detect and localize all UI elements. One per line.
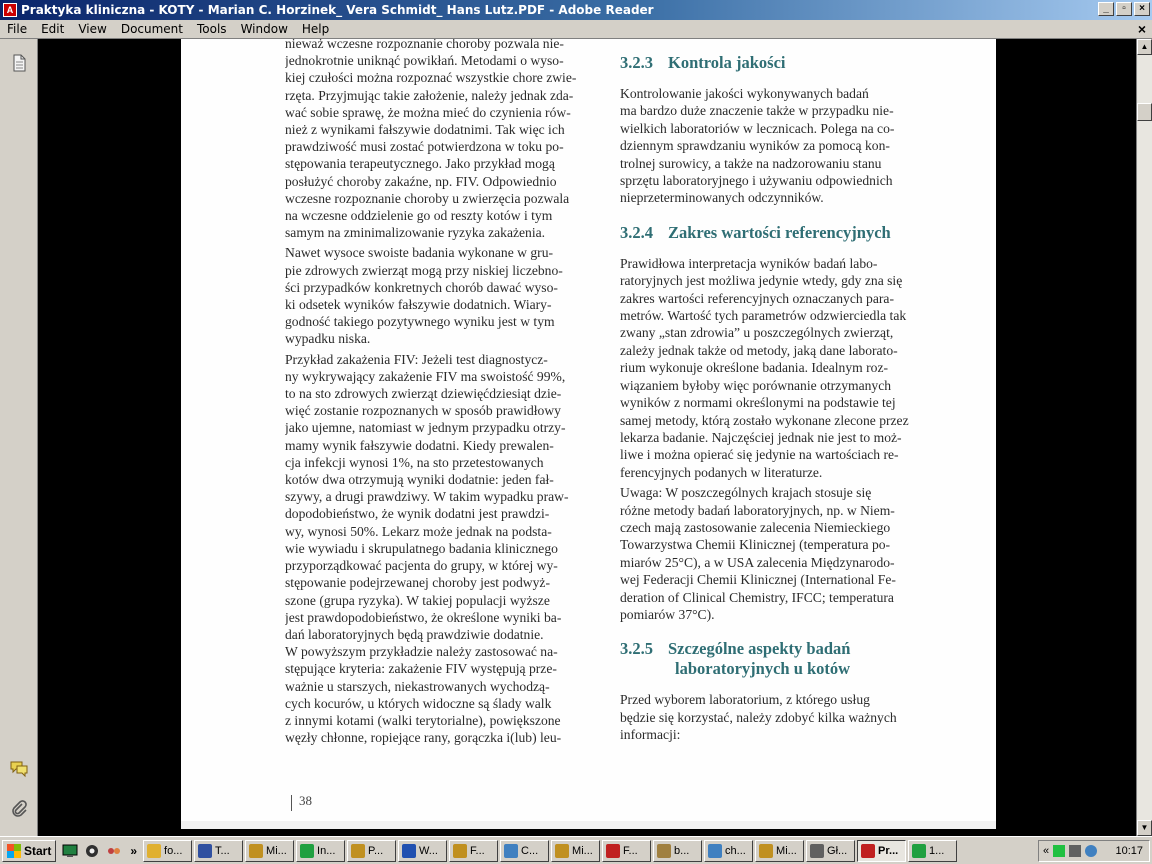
taskbar-button-label: W... [419, 844, 438, 857]
text-line: Prawidłowa interpretacja wyników badań labo- [620, 255, 878, 271]
tray-grid-icon[interactable] [1069, 845, 1081, 857]
desktop-icon[interactable] [62, 843, 78, 859]
taskbar-button[interactable] [551, 840, 600, 862]
text-line: ważnie u starszych, niekastrowanych wychodzą- [285, 678, 550, 694]
media-player-icon[interactable] [84, 843, 100, 859]
text-line: wiązaniem byłoby więc porównanie otrzymanych [620, 377, 892, 393]
text-line: ma bardzo duże znaczenie także w przypadku nie- [620, 103, 894, 119]
taskbar-button-label: b... [674, 844, 690, 857]
window-controls [1098, 2, 1150, 16]
taskbar-button-label: Gł... [827, 844, 848, 857]
text-line: więć zostanie rozpoznanych w sposób prawidłowy [285, 403, 561, 419]
title-bar [0, 0, 1152, 20]
app-icon [657, 844, 671, 858]
app-icon [504, 844, 518, 858]
taskbar-button[interactable] [296, 840, 345, 862]
menu-edit[interactable]: Edit [41, 22, 65, 36]
tray-green-icon[interactable] [1053, 845, 1065, 857]
page-number: 38 [299, 793, 312, 808]
text-line: miarów 25°C), a w USA zalecenia Międzynarodo- [620, 554, 895, 570]
taskbar-button[interactable] [449, 840, 498, 862]
start-button[interactable] [2, 840, 56, 862]
text-line: wyników z normami określonymi na podstawie tej [620, 395, 896, 411]
text-line: pie zdrowych zwierząt mogą przy niskiej liczebno- [285, 262, 563, 278]
taskbar-button-label: 1... [929, 844, 945, 857]
text-line: szone (grupa ryzyka). W takiej populacji wyższe [285, 592, 550, 608]
left-text-column [285, 39, 595, 746]
text-line: wej Federacji Chemii Klinicznej (International Fe- [620, 572, 896, 588]
taskbar-button-label: P... [368, 844, 384, 857]
section-title: Zakres wartości referencyjnych [668, 222, 891, 242]
taskbar-button-label: Mi... [266, 844, 287, 857]
adobe-reader-icon: A [3, 3, 17, 17]
document-viewport[interactable] [38, 39, 1136, 836]
text-line: ści przypadków konkretnych chorób dawać wyso- [285, 279, 558, 295]
page-number-rule [291, 795, 292, 811]
taskbar-button[interactable] [347, 840, 396, 862]
text-line: trolnej surowicy, a także na nadzorowaniu stanu [620, 155, 882, 171]
section-title: Szczególne aspekty badań [668, 639, 851, 659]
menu-tools[interactable]: Tools [197, 22, 227, 36]
text-line: zakres wartości referencyjnych oznaczanych para- [620, 290, 894, 306]
text-line: Uwaga: W poszczególnych krajach stosuje się [620, 485, 872, 501]
text-line: kiej czułości można rozpoznać wszystkie chore zwie- [285, 70, 577, 86]
right-text-column [620, 53, 930, 744]
text-line: zwany „stan zdrowia” u poszczególnych zwierząt, [620, 325, 894, 341]
app-icon [759, 844, 773, 858]
text-line: wczesne rozpoznanie choroby u zwierzęcia pozwala [285, 190, 570, 206]
taskbar-button[interactable] [704, 840, 753, 862]
menu-document[interactable]: Document [120, 22, 183, 36]
taskbar-button-label: C... [521, 844, 539, 857]
taskbar-button[interactable] [194, 840, 243, 862]
app-icon [198, 844, 212, 858]
text-line: nieprzeterminowanych odczynników. [620, 190, 824, 206]
vertical-scrollbar[interactable] [1136, 39, 1152, 836]
text-line: wie wywiadu i skrupulatnego badania klinicznego [285, 540, 558, 556]
text-line: różne metody badań laboratoryjnych, np. w Niem- [620, 502, 895, 518]
taskbar-button-label: In... [317, 844, 336, 857]
text-line: to na sto zdrowych zwierząt dziewięćdziesiąt dzie- [285, 386, 562, 402]
scroll-down-button[interactable]: ▼ [1137, 820, 1152, 836]
section-heading [620, 223, 930, 243]
system-tray [1038, 840, 1150, 862]
app-icon [351, 844, 365, 858]
taskbar-button[interactable] [806, 840, 855, 862]
taskbar-button[interactable] [500, 840, 549, 862]
app-icon [912, 844, 926, 858]
text-line: ferencyjnych podanych w literaturze. [620, 464, 823, 480]
taskbar-button[interactable] [857, 840, 906, 862]
section-number: 3.2.4 [620, 222, 653, 242]
text-line: stępujące kryteria: zakażenie FIV występują prze- [285, 661, 557, 677]
text-line: pomiarów 37°C). [620, 606, 715, 622]
text-line: informacji: [620, 727, 681, 743]
taskbar-button-label: T... [215, 844, 230, 857]
close-button[interactable]: × [1134, 2, 1150, 16]
text-line: dopodobieństwo, że wynik dodatni jest prawdzi- [285, 506, 550, 522]
text-line: Nawet wysoce swoiste badania wykonane w gru- [285, 245, 554, 261]
taskbar-button-label: Pr... [878, 844, 899, 857]
app-icon [453, 844, 467, 858]
text-line: wielkich laboratoriów w lecznicach. Polega na co- [620, 120, 895, 136]
app-icon [147, 844, 161, 858]
taskbar-button-label: Mi... [776, 844, 797, 857]
text-line: nież z wynikami fałszywie dodatnimi. Tak więc ich [285, 122, 565, 138]
text-line: samym na zminimalizowanie ryzyka zakażenia. [285, 225, 546, 241]
text-line: ny wykrywający zakażenie FIV ma swoistość 99%, [285, 368, 566, 384]
text-line: dań laboratoryjnych będą prawdziwie dodatnie. [285, 626, 544, 642]
comments-icon[interactable] [9, 758, 29, 778]
start-label: Start [24, 843, 52, 858]
text-line: przyporządkować pacjenta do grupy, w której wy- [285, 558, 558, 574]
restore-button[interactable]: ▫ [1116, 2, 1132, 16]
app-icon [606, 844, 620, 858]
menu-window[interactable]: Window [240, 22, 288, 36]
window-title: Praktyka kliniczna - KOTY - Marian C. Horzinek_ Vera Schmidt_ Hans Lutz.PDF - Adobe Reader [21, 3, 654, 17]
tray-chevron[interactable]: « [1043, 845, 1050, 857]
attachments-icon[interactable] [9, 799, 29, 819]
text-line: zależy jednak także od metody, jaką dane laborato- [620, 342, 898, 358]
text-line: metrów. Wartość tych parametrów odzwierciedla tak [620, 308, 907, 324]
text-line: liwe i można opierać się jedynie na wartościach re- [620, 447, 899, 463]
text-line: węzły chłonne, ropiejące rany, gorączka i(lub) leu- [285, 730, 562, 746]
taskbar-button[interactable] [143, 840, 192, 862]
text-line: Przed wyborem laboratorium, z którego usług [620, 692, 870, 708]
taskbar-button-label: Mi... [572, 844, 593, 857]
navigation-panel [0, 39, 38, 836]
text-line: Przykład zakażenia FIV: Jeżeli test diagnostycz- [285, 351, 548, 367]
text-line: jako ujemne, natomiast w jednym przypadku otrzy- [285, 420, 566, 436]
menu-bar [0, 20, 1152, 39]
network-icon[interactable] [106, 843, 122, 859]
text-line: lekarza badanie. Najczęściej jednak nie jest to moż- [620, 429, 902, 445]
pdf-page [181, 39, 996, 829]
windows-logo-icon [7, 844, 21, 858]
section-heading [620, 53, 930, 73]
text-line: wać sobie sprawę, że można mieć do czynienia rów- [285, 104, 571, 120]
text-line: dziennym sprawdzaniu wyników za pomocą kon- [620, 138, 890, 154]
text-line: cych kocurów, u których widoczne są ślady walk [285, 695, 552, 711]
taskbar-button-label: F... [623, 844, 638, 857]
pages-icon[interactable] [9, 53, 29, 73]
section-title: Kontrola jakości [668, 53, 786, 72]
section-number: 3.2.3 [620, 53, 653, 72]
taskbar-button[interactable] [398, 840, 447, 862]
section-title-continued: laboratoryjnych u kotów [675, 659, 851, 679]
taskbar-button-label: F... [470, 844, 485, 857]
text-line: cja infekcji wynosi 1%, na sto przetestowanych [285, 454, 544, 470]
tray-network-icon[interactable] [1085, 845, 1097, 857]
quicklaunch-chevron[interactable]: » [130, 843, 138, 858]
menu-file[interactable]: File [7, 22, 28, 36]
text-line: posłużyć choroby zakaźne, np. FIV. Odpowiednio [285, 173, 557, 189]
taskbar-button[interactable] [245, 840, 294, 862]
text-line: stępowania terapeutycznego. Jako przykład mogą [285, 156, 555, 172]
text-line: rzęta. Przyjmując takie założenie, należy jednak zda- [285, 87, 574, 103]
text-line: godność takiego pozytywnego wyniku jest w tym [285, 314, 555, 330]
text-line: jest prawdopodobieństwo, że określone wyniki ba- [285, 609, 562, 625]
taskbar-button[interactable] [653, 840, 702, 862]
text-line: samej metody, którą zostało wykonane zlecone przez [620, 412, 909, 428]
text-line: kotów dwa otrzymują wyniki dodatnie: jeden fał- [285, 472, 554, 488]
text-line: ratoryjnych jest możliwa jedynie wtedy, gdy zna się [620, 273, 903, 289]
text-line: będzie się korzystać, należy zdobyć kilka ważnych [620, 709, 897, 725]
menu-view[interactable]: View [78, 22, 107, 36]
text-line: na wczesne oddzielenie go od reszty kotów i tym [285, 208, 553, 224]
text-line: nieważ wczesne rozpoznanie choroby pozwala nie- [285, 39, 564, 51]
text-line: stępowanie podejrzewanej choroby jest podwyż- [285, 575, 550, 591]
text-line: z innymi kotami (walki terytorialne), powiększone [285, 712, 561, 728]
taskbar-button-label: ch... [725, 844, 746, 857]
text-line: deration of Clinical Chemistry, IFCC; temperatura [620, 589, 894, 605]
text-line: W powyższym przykładzie należy zastosować na- [285, 644, 558, 660]
text-line: ki odsetek wyników fałszywie dodatnich. Wiary- [285, 297, 552, 313]
app-icon [300, 844, 314, 858]
app-icon [861, 844, 875, 858]
text-line: jednokrotnie uniknąć powikłań. Metodami o wyso- [285, 53, 564, 69]
minimize-button[interactable]: _ [1098, 2, 1114, 16]
text-line: mamy wynik fałszywie dodatni. Kiedy prewalen- [285, 437, 554, 453]
taskbar-button[interactable] [602, 840, 651, 862]
app-icon [402, 844, 416, 858]
text-line: Kontrolowanie jakości wykonywanych badań [620, 86, 869, 101]
menu-help[interactable]: Help [301, 22, 330, 36]
text-line: prawdziwość musi zostać potwierdzona w toku po- [285, 139, 564, 155]
app-icon [708, 844, 722, 858]
taskbar-button[interactable] [755, 840, 804, 862]
section-number: 3.2.5 [620, 639, 653, 659]
section-heading [620, 639, 930, 659]
app-icon [810, 844, 824, 858]
taskbar [0, 836, 1152, 864]
text-line: wy, wynosi 50%. Lekarz może jednak na podsta- [285, 523, 552, 539]
text-line: wypadku niska. [285, 331, 371, 347]
text-line: Towarzystwa Chemii Klinicznej (temperatura po- [620, 537, 891, 553]
document-close-icon[interactable]: × [1137, 21, 1146, 37]
app-icon [555, 844, 569, 858]
text-line: rium wykonuje określone badania. Idealnym roz- [620, 360, 889, 376]
clock: 10:17 [1115, 845, 1143, 857]
taskbar-button-label: fo... [164, 844, 183, 857]
app-icon [249, 844, 263, 858]
page-bottom-edge [181, 821, 996, 829]
text-line: szywy, a drugi prawdziwy. W takim wypadku praw- [285, 489, 569, 505]
scroll-thumb[interactable] [1137, 103, 1152, 121]
scroll-up-button[interactable]: ▲ [1137, 39, 1152, 55]
task-buttons [141, 840, 957, 862]
text-line: czech mają zastosowanie zalecenia Niemieckiego [620, 519, 891, 535]
text-line: sprzętu laboratoryjnego i używaniu odpowiednich [620, 173, 893, 189]
taskbar-button[interactable] [908, 840, 957, 862]
